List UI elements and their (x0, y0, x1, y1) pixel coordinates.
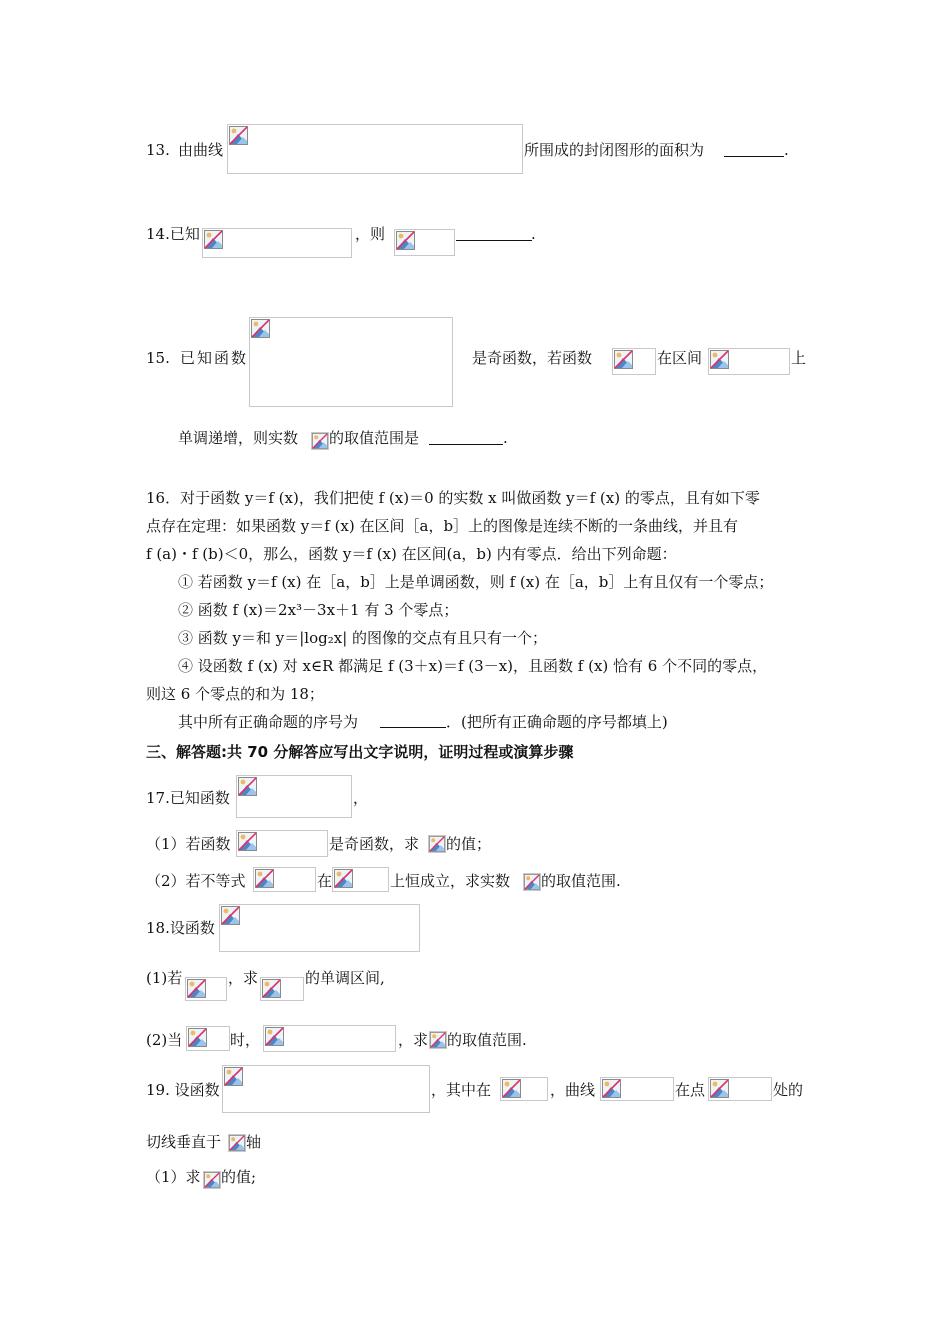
formula-image (222, 1065, 430, 1113)
broken-image-icon (334, 869, 353, 888)
q18-part2-middle: 时， (230, 1031, 261, 1049)
broken-image-icon (224, 1067, 243, 1086)
formula-image (202, 228, 352, 258)
q15-end: . (503, 429, 508, 447)
formula-image (708, 1077, 772, 1101)
formula-image (612, 348, 656, 375)
formula-image (523, 873, 541, 891)
q16-proposition-4: ④ 设函数 f (x) 对 x∈R 都满足 f (3＋x)＝f (3－x)，且函数 f (x) 恰有 6 个不同的零点， (178, 657, 768, 675)
q16-proposition-1: ① 若函数 y＝f (x) 在［a，b］上是单调函数，则 f (x) 在［a，b］上有且仅有一个零点； (178, 573, 774, 591)
q18-part2-suffix: 的取值范围. (447, 1031, 527, 1049)
formula-image (263, 1025, 396, 1052)
q16-line-1: 16．对于函数 y＝f (x)，我们把使 f (x)＝0 的实数 x 叫做函数 y＝f (x) 的零点，且有如下零 (146, 489, 760, 507)
broken-image-icon (502, 1079, 521, 1098)
q15-middle2: 在区间 (657, 349, 703, 367)
formula-image (249, 317, 453, 407)
q13-suffix: 所围成的封闭图形的面积为 (524, 141, 705, 159)
formula-image (228, 1134, 246, 1152)
q19-part1-prefix: （1）求 (146, 1168, 201, 1186)
formula-image (236, 775, 352, 818)
q17-part2-middle: 在 (317, 872, 333, 890)
broken-image-icon (312, 433, 328, 449)
q15-prefix: 已知函数 (180, 349, 249, 367)
q17-prefix: 17.已知函数 (146, 789, 230, 807)
formula-image (428, 835, 446, 853)
broken-image-icon (265, 1027, 284, 1046)
q18-part1-middle: ，求 (228, 969, 259, 987)
q18-part2-prefix: (2)当 (146, 1031, 183, 1049)
q18-part2-middle2: ，求 (398, 1031, 429, 1049)
q16-final-prefix: 其中所有正确命题的序号为 (178, 713, 359, 731)
q14-prefix: 14.已知 (146, 225, 200, 243)
broken-image-icon (429, 836, 445, 852)
formula-image (429, 1031, 447, 1049)
q17-comma: ， (353, 789, 369, 807)
broken-image-icon (251, 319, 270, 338)
section-heading: 三、解答题:共 70 分解答应写出文字说明，证明过程或演算步骤 (146, 743, 574, 761)
q16-proposition-3: ③ 函数 y＝和 y＝|log₂x| 的图像的交点有且只有一个； (178, 629, 548, 647)
q19-middle3: 在点 (675, 1081, 706, 1099)
formula-image (219, 904, 420, 952)
broken-image-icon (396, 231, 415, 250)
broken-image-icon (524, 874, 540, 890)
q17-part2-suffix: 的取值范围. (541, 872, 621, 890)
formula-image (332, 867, 389, 892)
formula-image (394, 229, 455, 256)
q16-line-8: 则这 6 个零点的和为 18； (146, 685, 324, 703)
q19-line2-prefix: 切线垂直于 (146, 1133, 222, 1151)
answer-blank (429, 444, 503, 445)
broken-image-icon (221, 906, 240, 925)
q19-middle2: ，曲线 (550, 1081, 596, 1099)
formula-image (311, 432, 329, 450)
broken-image-icon (229, 126, 248, 145)
q17-part1-prefix: （1）若函数 (146, 835, 231, 853)
broken-image-icon (238, 832, 257, 851)
broken-image-icon (229, 1135, 245, 1151)
formula-image (236, 830, 328, 857)
formula-image (186, 1026, 230, 1051)
broken-image-icon (204, 1172, 220, 1188)
q15-line2-suffix: 的取值范围是 (329, 429, 420, 447)
broken-image-icon (430, 1032, 446, 1048)
q19-part1-suffix: 的值; (221, 1168, 257, 1186)
q18-part1-prefix: (1)若 (146, 969, 183, 987)
formula-image (203, 1171, 221, 1189)
q17-part2-prefix: （2）若不等式 (146, 872, 246, 890)
formula-image (185, 977, 227, 1001)
formula-image (253, 867, 316, 892)
q16-final-suffix: ．(把所有正确命题的序号都填上) (446, 713, 668, 731)
q15-number: 15. (146, 349, 170, 367)
formula-image (600, 1077, 674, 1101)
q14-end: . (531, 225, 536, 243)
answer-blank (380, 727, 446, 728)
broken-image-icon (204, 230, 223, 249)
q14-middle: ，则 (355, 225, 386, 243)
broken-image-icon (187, 979, 206, 998)
q18-prefix: 18.设函数 (146, 919, 215, 937)
q17-part1-middle: 是奇函数，求 (329, 835, 420, 853)
q15-suffix: 上 (791, 349, 807, 367)
formula-image (708, 348, 790, 375)
q15-middle1: 是奇函数，若函数 (472, 349, 593, 367)
q13-number: 13. (146, 141, 170, 159)
q16-proposition-2: ② 函数 f (x)＝2x³－3x＋1 有 3 个零点； (178, 601, 459, 619)
q13-dot: . (784, 141, 789, 159)
q16-line-3: f (a)・f (b)＜0，那么，函数 y＝f (x) 在区间(a，b) 内有零点．给出下列命题： (146, 545, 677, 563)
formula-image (260, 977, 304, 1001)
answer-blank (724, 156, 784, 157)
q16-line-2: 点存在定理：如果函数 y＝f (x) 在区间［a，b］上的图像是连续不断的一条曲线，并且有 (146, 517, 739, 535)
broken-image-icon (710, 350, 729, 369)
broken-image-icon (602, 1079, 621, 1098)
broken-image-icon (188, 1028, 207, 1047)
q17-part2-middle2: 上恒成立，求实数 (390, 872, 511, 890)
q19-prefix: 19. 设函数 (146, 1081, 220, 1099)
formula-image (500, 1077, 548, 1101)
broken-image-icon (710, 1079, 729, 1098)
broken-image-icon (238, 777, 257, 796)
broken-image-icon (262, 979, 281, 998)
q19-middle1: ，其中在 (431, 1081, 492, 1099)
broken-image-icon (255, 869, 274, 888)
formula-image (227, 124, 523, 174)
q19-line2-suffix: 轴 (246, 1133, 262, 1151)
q18-part1-suffix: 的单调区间, (305, 969, 385, 987)
q15-line2-prefix: 单调递增，则实数 (178, 429, 299, 447)
q13-prefix: 由曲线 (178, 141, 224, 159)
broken-image-icon (614, 350, 633, 369)
q17-part1-suffix: 的值； (446, 835, 492, 853)
answer-blank (456, 240, 532, 241)
q19-suffix: 处的 (773, 1081, 804, 1099)
